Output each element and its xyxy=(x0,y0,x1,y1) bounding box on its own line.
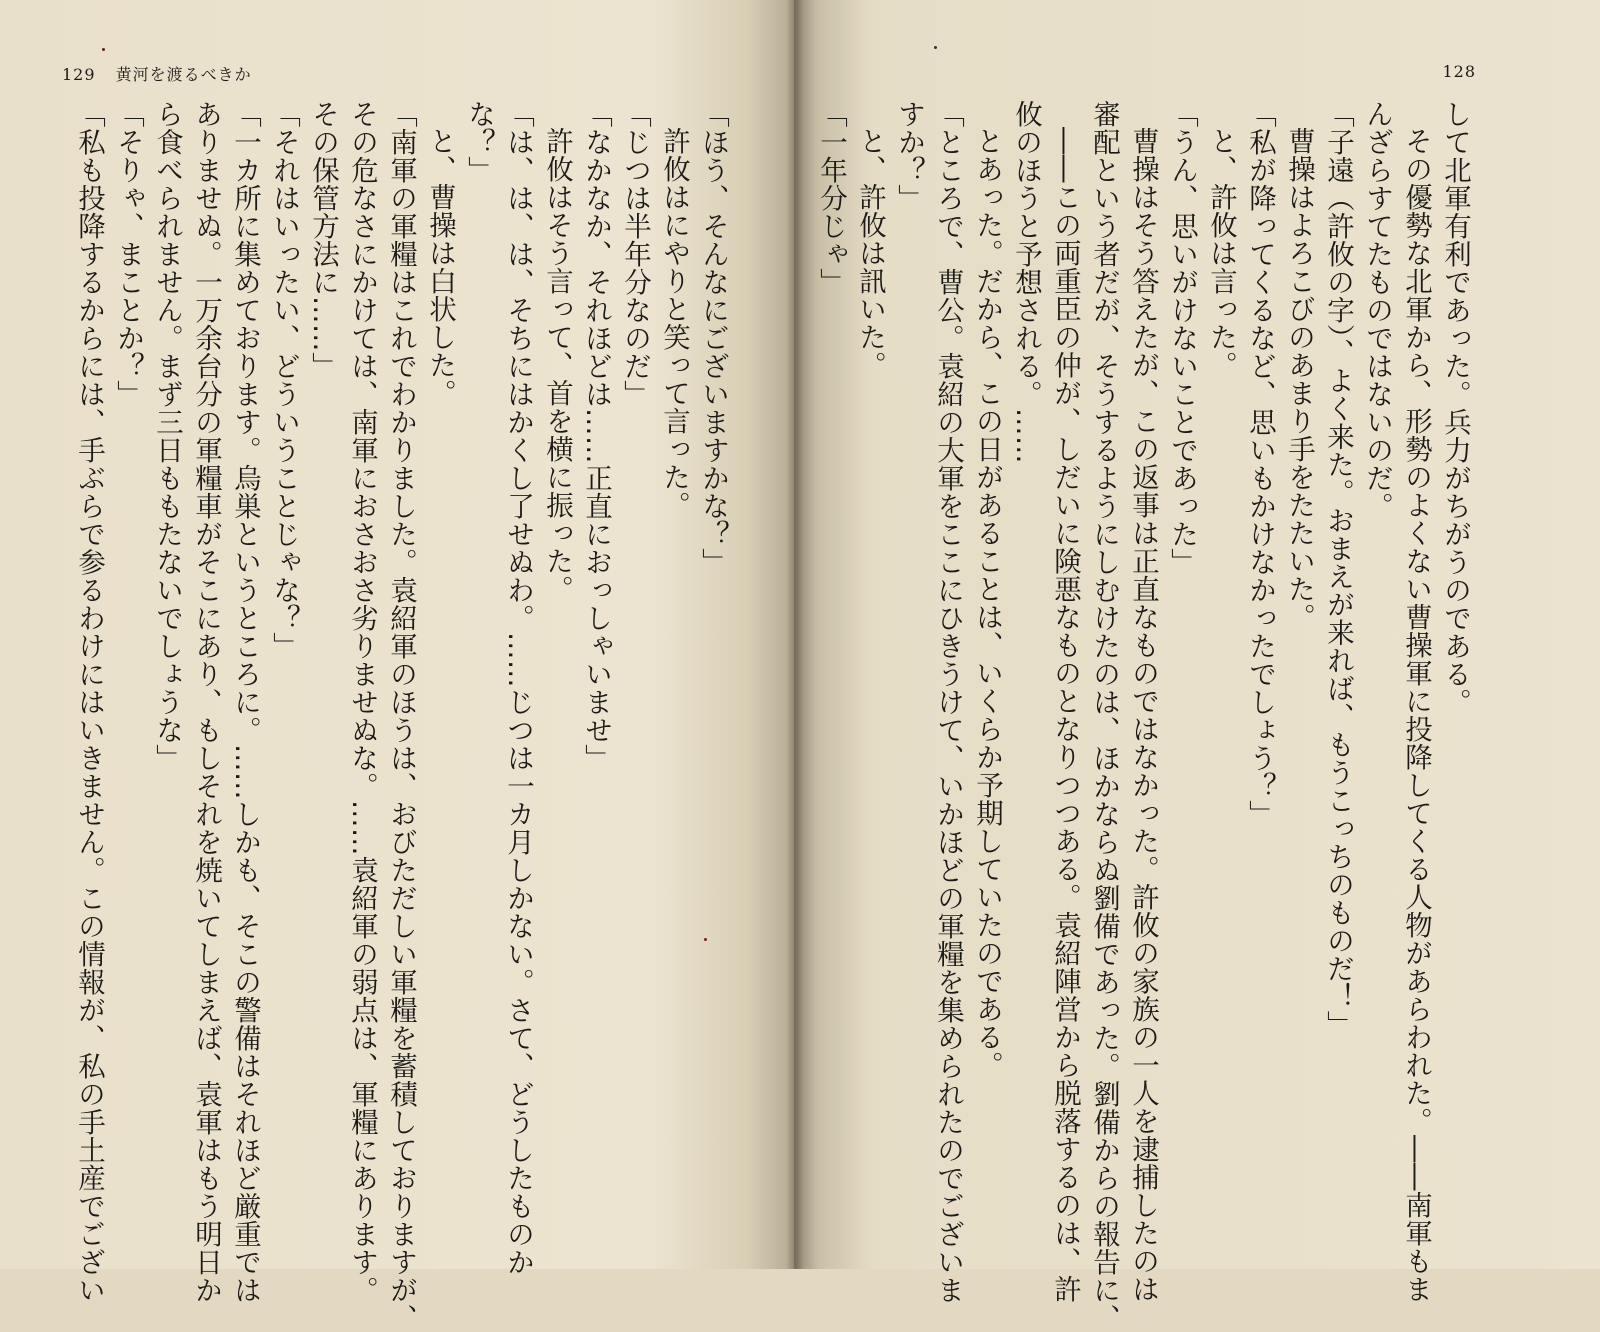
text-line: 曹操はそう答えたが、この返事は正直なものではなかった。許攸の家族の一人を逮捕したのは xyxy=(1127,127,1159,1303)
text-line: 「私が降ってくるなど、思いもかけなかったでしょう？」 xyxy=(1244,100,1276,828)
text-line: 「南軍の軍糧はこれでわかりました。袁紹軍のほうは、おびただしい軍糧を蓄積しておりますが、 xyxy=(385,100,417,1332)
right-running-head xyxy=(1442,62,1476,81)
text-line: その危なさにかけては、南軍におさおさ劣りませぬな。……袁紹軍の弱点は、軍糧にあります。 xyxy=(346,100,378,1304)
text-line: 「私も投降するからには、手ぶらで参るわけにはいきません。この情報が、私の手土産でござい xyxy=(73,100,105,1304)
text-line: 許攸はにやりと笑って言った。 xyxy=(658,127,690,519)
paper-speck xyxy=(102,48,105,51)
text-line: 「うん、思いがけないことであった」 xyxy=(1166,100,1198,576)
right-page-number: 128 xyxy=(1442,62,1476,81)
left-running-head xyxy=(62,62,252,85)
text-line: と、許攸は訊いた。 xyxy=(854,127,886,379)
text-line: と、許攸は言った。 xyxy=(1205,127,1237,379)
text-line: 「一カ所に集めております。烏巣というところに。……しかも、そこの警備はそれほど厳重では xyxy=(229,100,261,1304)
text-line: 「一年分じゃ」 xyxy=(815,100,847,296)
text-line: ありませぬ。一万余台分の軍糧車がそこにあり、もしそれを焼いてしまえば、袁軍はもう明日か xyxy=(190,100,222,1304)
text-line: と、曹操は白状した。 xyxy=(424,127,456,407)
right-page-text xyxy=(815,100,1474,1332)
text-line: その優勢な北軍から、形勢のよくない曹操軍に投降してくる人物があらわれた。――南軍もま xyxy=(1400,127,1432,1303)
text-line: 「ところで、曹公。袁紹の大軍をここにひきうけて、いかほどの軍糧を集められたのでございま xyxy=(932,100,964,1304)
text-line: 審配という者だが、そうするようにしむけたのは、ほかならぬ劉備であった。劉備からの報告に、 xyxy=(1088,100,1120,1332)
left-page-text xyxy=(58,100,732,1332)
text-line: ――この両重臣の仲が、しだいに険悪なものとなりつつある。袁紹陣営から脱落するのは、許 xyxy=(1049,127,1081,1303)
left-running-title: 黄河を渡るべきか xyxy=(115,65,252,84)
paper-speck xyxy=(704,938,707,941)
text-line: ら食べられません。まず三日ももたないでしょうな」 xyxy=(151,100,183,772)
text-line: 「じつは半年分なのだ」 xyxy=(619,100,651,408)
left-page-number: 129 xyxy=(62,65,96,84)
text-line: とあった。だから、この日があることは、いくらか予期していたのである。 xyxy=(971,127,1003,1079)
text-line: な？」 xyxy=(463,100,495,184)
book-gutter xyxy=(786,0,804,1269)
paper-speck xyxy=(934,46,937,49)
text-line: んざらすてたものではないのだ。 xyxy=(1361,100,1393,520)
text-line: 「それはいったい、どういうことじゃな？」 xyxy=(268,100,300,660)
text-line: 「なかなか、それほどは……正直におっしゃいませ」 xyxy=(580,100,612,772)
text-line: 「ほう、そんなにございますかな？」 xyxy=(697,100,729,576)
text-line: その保管方法に……」 xyxy=(307,100,339,380)
text-line: して北軍有利であった。兵力がちがうのである。 xyxy=(1439,100,1471,716)
text-line: すか？」 xyxy=(893,100,925,212)
text-line: 攸のほうと予想される。…… xyxy=(1010,100,1042,464)
text-line: 「そりゃ、まことか？」 xyxy=(112,100,144,408)
text-line: 「は、は、は、そちにはかくし了せぬわ。……じつは一カ月しかない。さて、どうしたものか xyxy=(502,100,534,1276)
text-line: 許攸はそう言って、首を横に振った。 xyxy=(541,127,573,603)
text-line: 「子遠（許攸の字）、よく来た。おまえが来れば、もうこっちのものだ！」 xyxy=(1322,100,1354,1039)
text-line: 曹操はよろこびのあまり手をたたいた。 xyxy=(1283,127,1315,631)
